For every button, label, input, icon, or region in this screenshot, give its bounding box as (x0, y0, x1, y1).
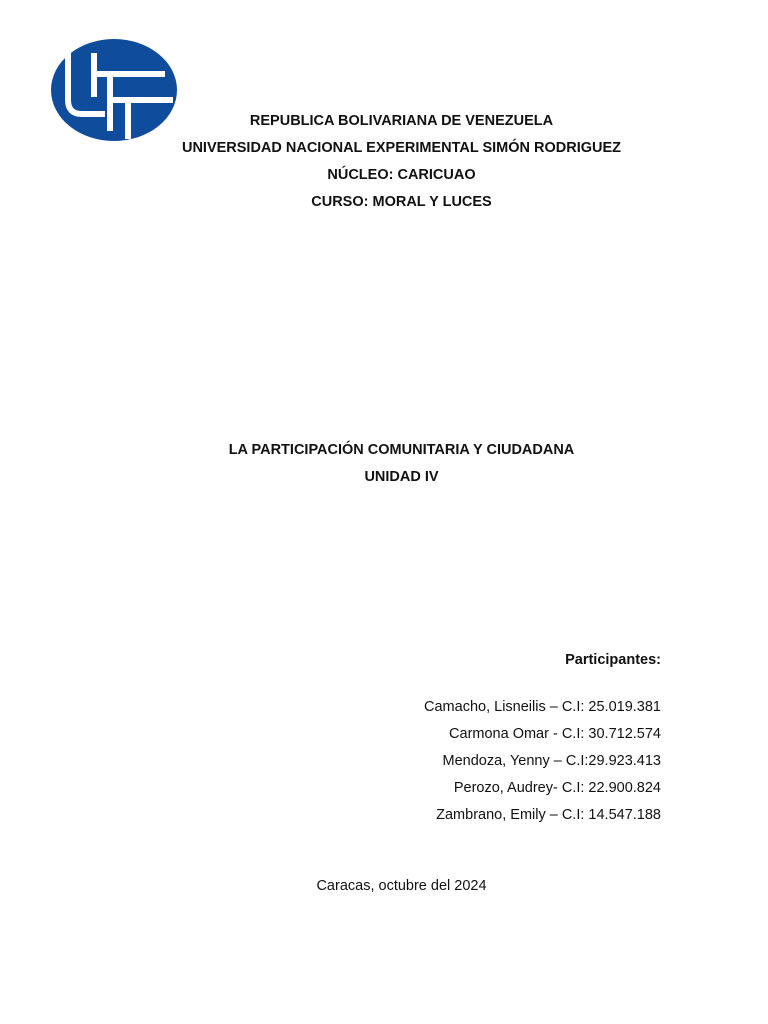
participant-item: Mendoza, Yenny – C.I:29.923.413 (442, 753, 661, 769)
document-title (0, 437, 768, 491)
participant-item: Camacho, Lisneilis – C.I: 25.019.381 (424, 699, 661, 715)
participants-list (424, 694, 661, 829)
header-country: REPUBLICA BOLIVARIANA DE VENEZUELA (249, 113, 554, 129)
participant-item: Carmona Omar - C.I: 30.712.574 (449, 726, 661, 742)
participants-heading: Participantes: (565, 652, 661, 668)
header-campus: NÚCLEO: CARICUAO (327, 167, 476, 183)
institution-header (0, 108, 768, 216)
header-course: CURSO: MORAL Y LUCES (311, 194, 492, 210)
participant-item: Perozo, Audrey- C.I: 22.900.824 (453, 780, 661, 796)
participant-item: Zambrano, Emily – C.I: 14.547.188 (436, 807, 661, 823)
place-date: Caracas, octubre del 2024 (316, 878, 487, 894)
title-main: LA PARTICIPACIÓN COMUNITARIA Y CIUDADANA (228, 442, 575, 458)
header-university: UNIVERSIDAD NACIONAL EXPERIMENTAL SIMÓN RODRIGUEZ (181, 140, 622, 156)
title-unit: UNIDAD IV (364, 469, 439, 485)
